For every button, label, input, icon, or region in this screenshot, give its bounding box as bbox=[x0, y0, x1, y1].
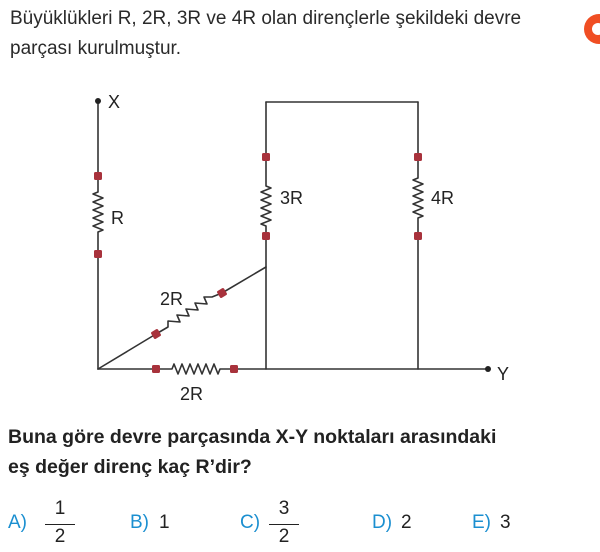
option-a-numerator: 1 bbox=[54, 498, 66, 519]
point-x-dot bbox=[95, 98, 101, 104]
terminal-4r-top bbox=[414, 153, 422, 161]
wire-diagonal-b bbox=[222, 267, 266, 293]
option-c-letter: C) bbox=[240, 512, 261, 533]
resistor-4r-label: 4R bbox=[431, 188, 455, 208]
terminal-r-bottom bbox=[94, 250, 102, 258]
option-c-numerator: 3 bbox=[278, 498, 290, 519]
terminal-4r-bottom bbox=[414, 232, 422, 240]
resistor-2r-bottom-zigzag bbox=[156, 364, 234, 374]
option-c[interactable] bbox=[240, 498, 320, 552]
option-b[interactable] bbox=[130, 498, 190, 552]
option-d[interactable] bbox=[372, 498, 432, 552]
terminal-3r-bottom bbox=[262, 232, 270, 240]
question-line-2: eş değer direnç kaç R’dir? bbox=[8, 456, 252, 478]
option-b-value: 1 bbox=[159, 512, 170, 533]
point-y-label: Y bbox=[497, 364, 510, 384]
option-c-denominator: 2 bbox=[278, 526, 290, 547]
option-c-fraction-bar bbox=[269, 524, 299, 525]
option-e-letter: E) bbox=[472, 512, 491, 533]
option-a[interactable] bbox=[8, 498, 88, 552]
option-a-letter: A) bbox=[8, 512, 27, 533]
resistor-2r-bottom-label: 2R bbox=[180, 384, 204, 404]
intro-line-2: parçası kurulmuştur. bbox=[10, 38, 182, 59]
resistor-4r-zigzag bbox=[413, 157, 423, 236]
terminal-2r-bottom-right bbox=[230, 365, 238, 373]
option-e[interactable] bbox=[472, 498, 532, 552]
terminal-3r-top bbox=[262, 153, 270, 161]
option-d-value: 2 bbox=[401, 512, 412, 533]
point-x-label: X bbox=[108, 92, 121, 112]
option-d-letter: D) bbox=[372, 512, 393, 533]
resistor-r-left-zigzag bbox=[93, 176, 103, 254]
terminal-2r-diag-high bbox=[217, 288, 228, 299]
resistor-2r-diagonal-label: 2R bbox=[160, 289, 184, 309]
terminal-r-top bbox=[94, 172, 102, 180]
option-e-value: 3 bbox=[500, 512, 511, 533]
resistor-3r-label: 3R bbox=[280, 188, 304, 208]
intro-line-1: Büyüklükleri R, 2R, 3R ve 4R olan dirençlerle şekildeki devre bbox=[10, 8, 522, 29]
option-a-denominator: 2 bbox=[54, 526, 66, 547]
option-a-fraction-bar bbox=[45, 524, 75, 525]
resistor-r-left-label: R bbox=[111, 208, 124, 228]
wire-diagonal-a bbox=[98, 334, 156, 369]
terminal-2r-diag-low bbox=[151, 329, 162, 340]
option-b-letter: B) bbox=[130, 512, 149, 533]
resistor-3r-zigzag bbox=[261, 157, 271, 236]
question-line-1: Buna göre devre parçasında X-Y noktaları arasındaki bbox=[8, 426, 497, 448]
question-text bbox=[8, 422, 598, 482]
point-y-dot bbox=[485, 366, 491, 372]
terminal-2r-bottom-left bbox=[152, 365, 160, 373]
